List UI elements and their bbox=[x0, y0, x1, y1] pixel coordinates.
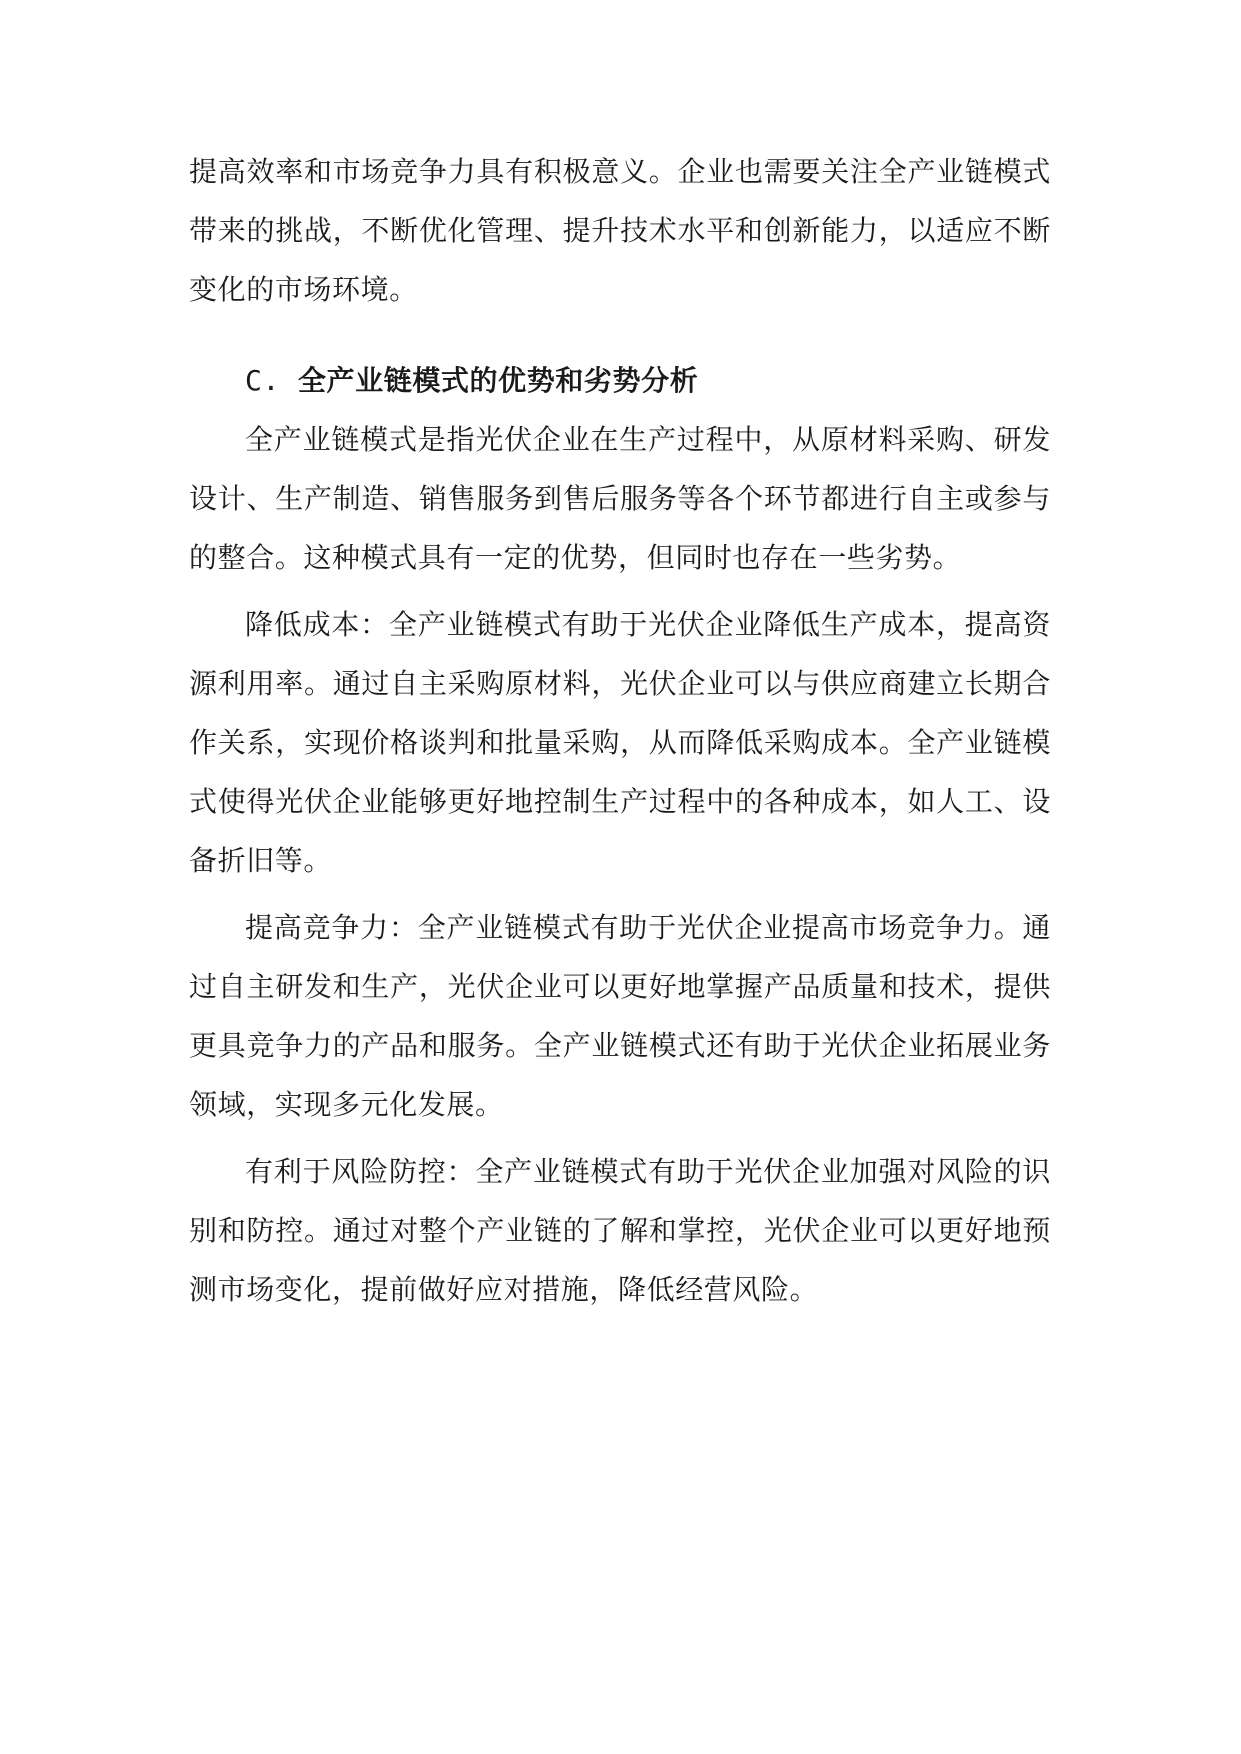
paragraph-reduce-cost: 降低成本：全产业链模式有助于光伏企业降低生产成本，提高资源利用率。通过自主采购原材料，光伏企业可以与供应商建立长期合作关系，实现价格谈判和批量采购，从而降低采购成本。全产业链模式使得光伏企业能够更好地控制生产过程中的各种成本，如人工、设备折旧等。 bbox=[189, 608, 1051, 877]
paragraph-competitiveness: 提高竞争力：全产业链模式有助于光伏企业提高市场竞争力。通过自主研发和生产，光伏企业可以更好地掌握产品质量和技术，提供更具竞争力的产品和服务。全产业链模式还有助于光伏企业拓展业务领域，实现多元化发展。 bbox=[189, 911, 1051, 1121]
paragraph-risk-control: 有利于风险防控：全产业链模式有助于光伏企业加强对风险的识别和防控。通过对整个产业链的了解和掌控，光伏企业可以更好地预测市场变化，提前做好应对措施，降低经营风险。 bbox=[189, 1155, 1051, 1306]
paragraph-definition: 全产业链模式是指光伏企业在生产过程中，从原材料采购、研发设计、生产制造、销售服务到售后服务等各个环节都进行自主或参与的整合。这种模式具有一定的优势，但同时也存在一些劣势。 bbox=[189, 423, 1051, 574]
section-heading bbox=[189, 351, 1051, 410]
continued-paragraph: 提高效率和市场竞争力具有积极意义。企业也需要关注全产业链模式带来的挑战，不断优化管理、提升技术水平和创新能力，以适应不断变化的市场环境。 bbox=[189, 155, 1051, 306]
document-body bbox=[189, 142, 1051, 1319]
section-label: C. bbox=[245, 364, 280, 397]
section-title: 全产业链模式的优势和劣势分析 bbox=[297, 364, 699, 397]
